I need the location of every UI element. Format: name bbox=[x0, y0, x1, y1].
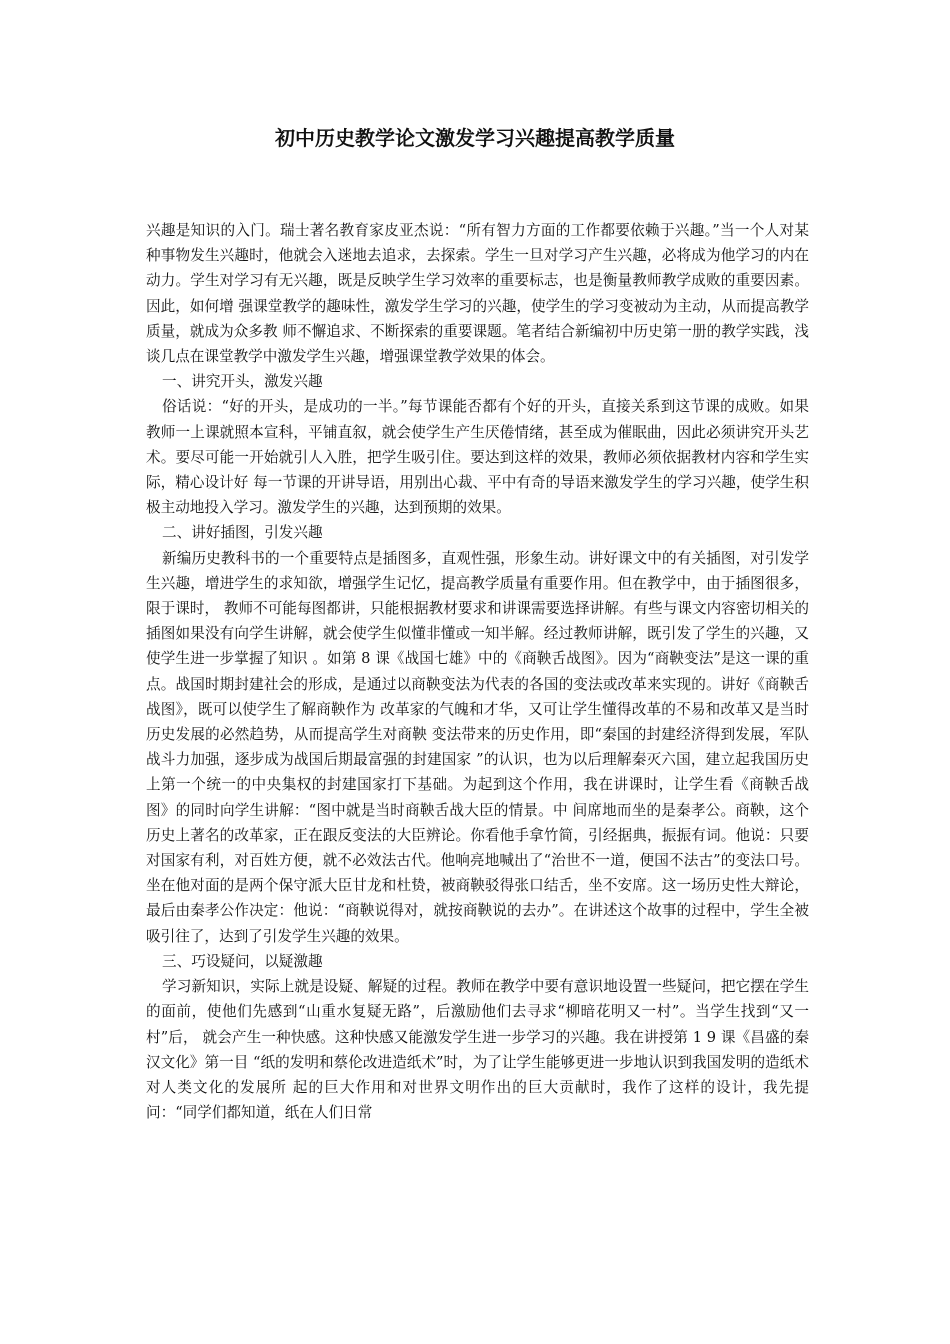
paragraph-section-3: 学习新知识，实际上就是设疑、解疑的过程。教师在教学中要有意识地设置一些疑问，把它摆在学生的面前，使他们先感到“山重水复疑无路”，后激励他们去寻求“柳暗花明又一村”。当学生找到“又一村”后， 就会产生一种快感。这种快感又能激发学生进一步学习的兴趣。我在讲授第 1 9 课《昌盛的秦汉文化》第一目 “纸的发明和蔡伦改进造纸术”时，为了让学生能够更进一步地认识到我国发明的造纸术对人类文化的发展所 起的巨大作用和对世界文明作出的巨大贡献时，我作了这样的设计，我先提问：“同学们都知道，纸在人们日常 bbox=[146, 978, 809, 1122]
paragraph-section-1: 俗话说：“好的开头，是成功的一半。”每节课能否都有个好的开头，直接关系到这节课的成败。如果教师一上课就照本宣科，平铺直叙，就会使学生产生厌倦情绪，甚至成为催眠曲，因此必须讲究开头艺术。要尽可能一开始就引人入胜，把学生吸引住。要达到这样的效果，教师必须依据教材内容和学生实际，精心设计好 每一节课的开讲导语，用别出心裁、平中有奇的导语来激发学生的学习兴趣，使学生积极主动地投入学习。激发学生的兴趣，达到预期的效果。 bbox=[146, 398, 809, 517]
section-heading-1: 一、讲究开头，激发兴趣 bbox=[162, 373, 323, 391]
document-body bbox=[146, 218, 809, 1125]
document-title: 初中历史教学论文激发学习兴趣提高教学质量 bbox=[275, 126, 675, 150]
paragraph-intro: 兴趣是知识的入门。瑞士著名教育家皮亚杰说：“所有智力方面的工作都要依赖于兴趣。”当一个人对某 种事物发生兴趣时，他就会入迷地去追求，去探索。学生一旦对学习产生兴趣，必将成为他学习的内在动力。学生对学习有无兴趣，既是反映学生学习效率的重要标志，也是衡量教师教学成败的重要因素。因此，如何增 强课堂教学的趣味性，激发学生学习的兴趣，使学生的学习变被动为主动，从而提高教学质量，就成为众多教 师不懈追求、不断探索的重要课题。笔者结合新编初中历史第一册的教学实践，浅谈几点在课堂教学中激发学生兴趣，增强课堂教学效果的体会。 bbox=[146, 222, 809, 366]
section-heading-3: 三、巧设疑问，以疑激趣 bbox=[162, 952, 323, 970]
paragraph-section-2: 新编历史教科书的一个重要特点是插图多，直观性强，形象生动。讲好课文中的有关插图，对引发学生兴趣，增进学生的求知欲，增强学生记忆，提高教学质量有重要作用。但在教学中，由于插图很多，限于课时， 教师不可能每图都讲，只能根据教材要求和讲课需要选择讲解。有些与课文内容密切相关的插图如果没有向学生讲解，就会使学生似懂非懂或一知半解。经过教师讲解，既引发了学生的兴趣，又使学生进一步掌握了知识 。如第 8 课《战国七雄》中的《商鞅舌战图》。因为“商鞅变法”是这一课的重点。战国时期封建社会的形成，是通过以商鞅变法为代表的各国的变法或改革来实现的。讲好《商鞅舌战图》，既可以使学生了解商鞅作为 改革家的气魄和才华，又可让学生懂得改革的不易和改革又是当时历史发展的必然趋势，从而提高学生对商鞅 变法带来的历史作用，即“秦国的封建经济得到发展，军队战斗力加强，逐步成为战国后期最富强的封建国家 ”的认识，也为以后理解秦灭六国，建立起我国历史上第一个统一的中央集权的封建国家打下基础。为起到这个作用，我在讲课时，让学生看《商鞅舌战图》的同时向学生讲解：“图中就是当时商鞅舌战大臣的情景。中 间席地而坐的是秦孝公。商鞅，这个历史上著名的改革家，正在跟反变法的大臣辨论。你看他手拿竹简，引经据典，振振有词。他说：只要对国家有利，对百姓方便，就不必效法古代。他响亮地喊出了“治世不一道，便国不法古”的变法口号。坐在他对面的是两个保守派大臣甘龙和杜贽，被商鞅驳得张口结舌，坐不安席。这一场历史性大辩论，最后由秦孝公作决定：他说：“商鞅说得对，就按商鞅说的去办”。在讲述这个故事的过程中，学生全被吸引往了，达到了引发学生兴趣的效果。 bbox=[146, 549, 809, 945]
section-heading-2: 二、讲好插图，引发兴趣 bbox=[162, 524, 323, 542]
